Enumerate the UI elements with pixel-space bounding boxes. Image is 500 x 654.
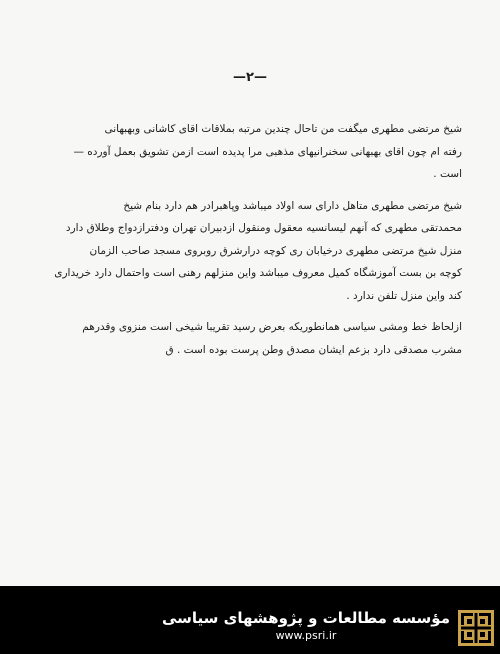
text-line: است . [433, 168, 462, 180]
footer-banner [0, 586, 500, 654]
page-number: —۲— [233, 70, 267, 85]
document-body [38, 118, 462, 370]
paragraph-3 [38, 316, 462, 361]
paragraph-2 [38, 195, 462, 308]
text-line: شیخ مرتضی مطهری متاهل دارای سه اولاد میباشد وپاهبرادر هم دارد بنام شیخ [123, 199, 462, 212]
text-line: کوچه بن بست آموزشگاه کمیل معروف میباشد واین منزلهم رهنی است واحتمال دارد خریداری [54, 267, 462, 279]
text-line: ازلحاظ خط ومشی سیاسی همانطوریکه بعرض رسید تقریبا شیخی است منزوی وقدرهم [82, 321, 462, 333]
psri-logo-icon [458, 610, 494, 646]
website-url[interactable]: www.psri.ir [275, 629, 337, 642]
paragraph-1 [38, 118, 462, 186]
text-line: مشرب مصدقی دارد بزعم ایشان مصدق وطن پرست بوده است . ق [165, 343, 462, 356]
text-line: منزل شیخ مرتضی مطهری درخیابان ری کوچه درارشرق روبروی مسجد صاحب الزمان [89, 244, 462, 257]
footer-text [162, 608, 450, 644]
text-line: محمدتقی مطهری که آنهم لیسانسیه معقول ومنقول ازدبیران تهران ودفترازدواج وطلاق دارد [65, 222, 462, 234]
text-line: رفته ام چون اقای بهبهانی سخنرانیهای مذهبی مرا پدیده است ازمن تشویق بعمل آورده — [73, 145, 462, 158]
institute-name: مؤسسه مطالعات و پژوهشهای سیاسی [161, 609, 450, 627]
text-line: کند واین منزل تلفن ندارد . [346, 289, 462, 302]
text-line: شیخ مرتضی مطهری میگفت من تاحال چندین مرتبه بملاقات اقای کاشانی وبهبهانی [104, 123, 462, 135]
